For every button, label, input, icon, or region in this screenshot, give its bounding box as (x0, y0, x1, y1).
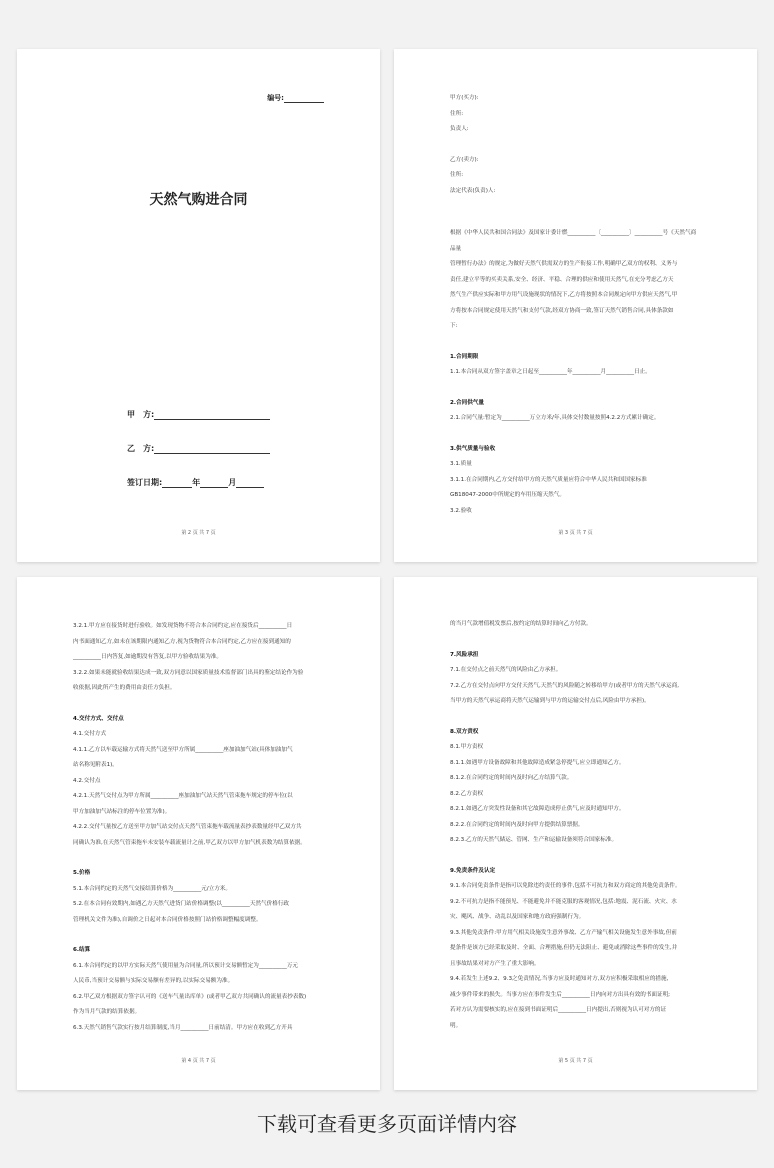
section-heading: 7.风险承担 (450, 651, 479, 658)
text-line: 4.2.1.天然气交付点为甲方所属__________座加油加气站天然气管束拖车规定的停车位(以 (73, 793, 293, 799)
text-line: 9.1.本合同免责条件是指可以免除违约责任的事件,包括不可抗力和双方商定的其他免责条件。 (450, 883, 681, 889)
text-line: 3.1.质量 (450, 461, 472, 467)
text-line: GB18047-2000中所规定的车用压缩天然气。 (450, 492, 565, 498)
party-a-blank (154, 411, 270, 420)
contract-number-field (267, 93, 324, 103)
spacer (73, 928, 324, 943)
text-line: 收依据,因此所产生的费用由责任方负担。 (73, 685, 176, 691)
text-line: 6.2.甲乙双方根据双方签字认可的《送车气量出库单》(或者甲乙双方共同确认的流量表抄表数) (73, 993, 307, 1000)
text-line: 5.2.在本合同有效期内,如遇乙方天然气进货门站价格调整(以__________天然气价格行政 (73, 901, 290, 907)
text-line: 8.1.甲方责权 (450, 744, 484, 750)
party-b-field (127, 443, 270, 454)
text-line: 8.1.2.在合同约定的时间内及时向乙方结算气款。 (450, 775, 573, 781)
month-blank (200, 479, 228, 488)
spacer (450, 633, 701, 648)
text-line: 4.2.2.交付气量按乙方送至甲方加气站交付点天然气管束拖车载流量表抄表数量经甲乙双方共 (73, 824, 302, 830)
spacer (450, 427, 701, 442)
text-line: 9.2.不可抗力是指不能预见、不能避免并不能克服的客观情况,包括:地震、泥石流、火灾、水 (450, 898, 677, 905)
text-line: 8.2.乙方责权 (450, 790, 484, 797)
text-line: 3.2.1.甲方应在接货时进行验收。如发现货物不符合本合同约定,应在接货后__________日 (73, 623, 293, 629)
spacer (450, 199, 701, 226)
section-heading: 4.交付方式、交付点 (73, 715, 124, 722)
document-page-4 (394, 577, 757, 1090)
spacer (73, 851, 324, 866)
text-line: 作为当月气款的结算依据。 (73, 1009, 141, 1015)
text-line: 人民币,当预计交易额与实际交易额有差异的,以实际交易额为准。 (73, 978, 234, 984)
section-heading: 8.双方责权 (450, 728, 479, 735)
text-line: 根据《中华人民共和国合同法》及国家计委计燃__________〔__________〕__________号《天然气商品量 (450, 230, 697, 252)
section-heading: 1.合同期限 (450, 353, 479, 360)
text-line: 法定代表(负责)人: (450, 187, 496, 194)
text-line: 1.1.本合同从双方签字盖章之日起至__________年__________月__________日止。 (450, 369, 651, 375)
party-a-label: 甲 方: (127, 410, 155, 419)
text-line: __________日内答复,如逾期没有答复,以甲方验收结果为准。 (73, 654, 222, 660)
text-line: 明。 (450, 1022, 462, 1029)
page-body (73, 619, 324, 1036)
sign-date-label: 签订日期: (127, 478, 163, 487)
page-body (450, 617, 701, 1034)
text-line: 当甲方的天然气承运商将天然气运输到与甲方的运输交付点后,风险由甲方承担)。 (450, 698, 650, 704)
text-line: 减少事件带来的损失。当事方应在事件发生后__________日内向对方出具有效的书面证明; (450, 991, 671, 998)
month-label: 月 (228, 478, 237, 487)
spacer (450, 138, 701, 153)
spacer (450, 849, 701, 864)
spacer (450, 381, 701, 396)
page-footer: 第 4 页 共 7 页 (181, 1058, 216, 1064)
text-line: 站名称见附表1)。 (73, 762, 118, 768)
text-line: 住所: (450, 110, 464, 117)
text-line: 8.2.2.在合同约定的时间内及时向甲方提供结算票据。 (450, 821, 584, 828)
text-line: 内书面通知乙方,如未在该期限内通知乙方,视为货物符合本合同约定,乙方应在接到通知的 (73, 638, 291, 645)
year-blank (162, 479, 192, 488)
text-line: 8.2.3.乙方的天然气储运、管网、生产和运输设备须符合国家标准。 (450, 837, 618, 843)
section-heading: 5.价格 (73, 870, 91, 876)
text-line: 同确认为准,在天然气管束拖车未安装车载流量计之前,甲乙双方以甲方加气机表数为结算依据。 (73, 839, 306, 846)
document-page-cover (17, 49, 380, 562)
text-line: 3.1.1.在合同期内,乙方交付给甲方的天然气质量应符合中华人民共和国国家标准 (450, 476, 647, 483)
party-b-blank (154, 445, 270, 454)
contract-title: 天然气购进合同 (149, 192, 248, 208)
download-caption: 下载可查看更多页面详情内容 (257, 1112, 517, 1136)
text-line: 9.3.其他免责条件:甲方用气相关设施发生意外事故、乙方产输气相关设施发生意外事故,但前 (450, 929, 677, 936)
text-line: 的当月气款增值税发票后,按约定的结算时间向乙方付款。 (450, 621, 592, 627)
section-heading: 2.合同供气量 (450, 399, 484, 406)
sign-date-field (127, 477, 264, 488)
contract-number-blank (284, 96, 324, 103)
text-line: 住所: (450, 172, 464, 178)
section-heading: 3.供气质量与验收 (450, 445, 496, 452)
text-line: 6.1.本合同约定的以甲方实际天然气使用量为合同量,所以预计交易额暂定为__________万元 (73, 962, 299, 969)
spacer (450, 710, 701, 725)
party-a-field (127, 409, 270, 420)
text-line: 然气生产供应实际和甲方用气设施现状的情况下,乙方将按照本合同规定向甲方供应天然气,甲 (450, 292, 678, 298)
section-heading: 6.结算 (73, 947, 91, 953)
text-line: 7.1.在交付点之前天然气的风险由乙方承担。 (450, 667, 562, 673)
text-line: 5.1.本合同约定的天然气交接结算价格为__________元/立方米。 (73, 885, 231, 892)
text-line: 8.2.1.如遇乙方突发性设备和其它故障造成停止供气,应及时通知甲方。 (450, 806, 625, 812)
spacer (450, 335, 701, 350)
text-line: 3.2.2.如果未能就验收结果达成一致,双方同意以国家质量技术监督部门出具的鉴定结论作为验 (73, 669, 304, 676)
page-footer: 第 5 页 共 7 页 (558, 1058, 593, 1064)
text-line: 灾、飓风、战争、动乱以及国家和地方政府强制行为。 (450, 914, 585, 920)
document-page-2 (394, 49, 757, 562)
text-line: 3.2.验收 (450, 507, 472, 514)
text-line: 9.4.若发生上述9.2、9.3之免责情况,当事方应及时通知对方,双方应积极采取相应的措施, (450, 976, 669, 982)
text-line: 2.1.合同气量:暂定为__________万立方米/年,具体交付数量按照4.2.2方式累计确定。 (450, 415, 660, 421)
text-line: 8.1.1.如遇甲方设备故障和其他故障造成紧急停提气,应立即通知乙方。 (450, 759, 625, 766)
section-heading: 9.免责条件及认定 (450, 867, 496, 874)
party-b-label: 乙 方: (127, 444, 155, 453)
page-footer: 第 2 页 共 7 页 (181, 530, 216, 536)
text-line: 提条件是该方已经采取及时、全面、合理措施,但仍无法阻止、避免或消除这些事件的发生,并 (450, 945, 678, 951)
text-line: 管理机关文件为准),自调价之日起对本合同价格按照门站价格调整幅度调整。 (73, 916, 262, 923)
spacer (73, 697, 324, 712)
text-line: 4.1.交付方式 (73, 731, 107, 737)
text-line: 4.1.1.乙方以车载运输方式将天然气送至甲方所属__________座加油加气站(具体加油加气 (73, 746, 293, 753)
text-line: 下: (450, 323, 458, 329)
text-line: 方将按本合同规定使用天然气和支付气款,经双方协商一致,签订天然气销售合同,具体条款如 (450, 307, 674, 314)
day-blank (236, 479, 264, 488)
text-line: 若对方认为需要核实的,应在接到书面证明后__________日内提出,否则视为认可对方的证 (450, 1007, 667, 1013)
document-page-3 (17, 577, 380, 1090)
text-line: 4.2.交付点 (73, 777, 101, 784)
text-line: 责任,建立平等的买卖关系,安全、经济、平稳、合理的供应和使用天然气,在充分考虑乙方天 (450, 276, 674, 283)
text-line: 7.2.乙方在交付点向甲方交付天然气,天然气的风险随之转移给甲方(或者甲方的天然气承运商, (450, 682, 679, 689)
page-footer: 第 3 页 共 7 页 (558, 530, 593, 536)
text-line: 6.3.天然气销售气款实行按月结算制度,当月__________日前结清。甲方应在收到乙方开具 (73, 1024, 293, 1031)
text-line: 管理暂行办法》的规定,为做好天然气供需双方的生产衔接工作,明确甲乙双方的权利、义务与 (450, 261, 678, 267)
text-line: 乙方(卖方): (450, 156, 479, 163)
contract-number-label: 编号: (267, 94, 284, 102)
text-line: 甲方加油加气站标注的停车位置为准)。 (73, 808, 171, 815)
text-line: 负责人: (450, 126, 469, 132)
year-label: 年 (192, 478, 201, 487)
text-line: 甲方(买方): (450, 95, 479, 101)
page-body (450, 91, 701, 519)
text-line: 且事故结果对对方产生了重大影响。 (450, 960, 540, 967)
